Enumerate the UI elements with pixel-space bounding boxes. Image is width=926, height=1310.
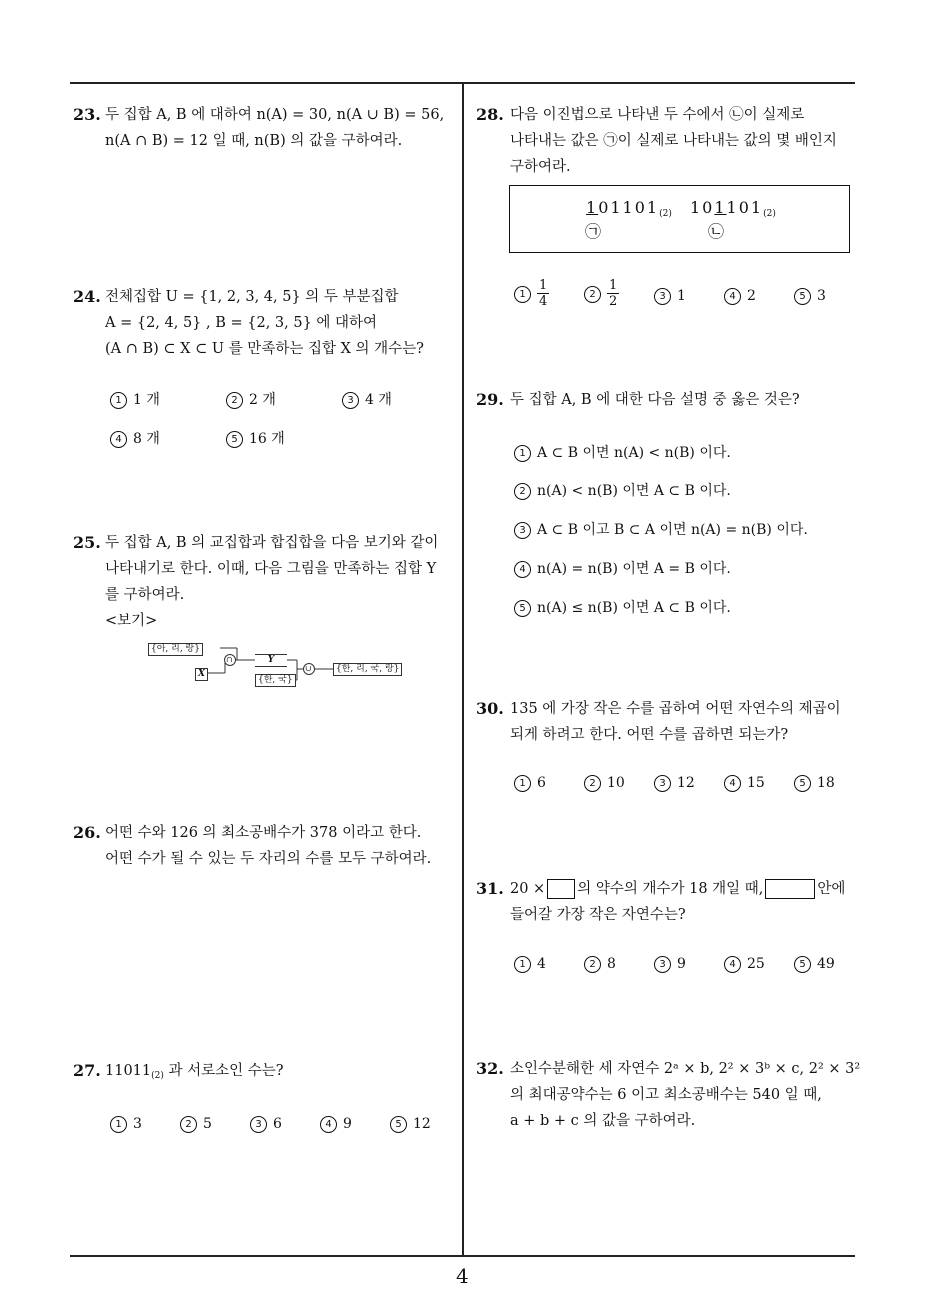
choice-text: 49 (817, 956, 835, 972)
choice-option[interactable] (514, 597, 731, 617)
choice-text: 8 (607, 956, 616, 972)
set-y-label: Y (255, 654, 287, 667)
choice-text: n(A) < n(B) 이면 A ⊂ B 이다. (537, 483, 731, 499)
binary-number-2 (690, 198, 776, 219)
circled-number-icon: 2 (226, 392, 243, 409)
page-number: 4 (456, 1264, 469, 1288)
choice-option[interactable] (342, 389, 392, 409)
choice-text: 12 (677, 775, 695, 791)
question-text: 다음 이진법으로 나타낸 두 수에서 ㉡이 실제로 (510, 107, 805, 123)
question-text: 소인수분해한 세 자연수 2ᵃ × b, 2² × 3ᵇ × c, 2² × 3² (510, 1061, 861, 1077)
intersection-icon: ∩ (226, 655, 233, 664)
choice-option[interactable] (584, 956, 616, 973)
question-29 (510, 387, 855, 413)
question-text: 되게 하려고 한다. 어떤 수를 곱하면 되는가? (510, 727, 789, 743)
answer-blank-box[interactable] (765, 879, 815, 899)
question-text: 135 에 가장 작은 수를 곱하여 어떤 자연수의 제곱이 (510, 701, 841, 717)
choice-text: 8 개 (133, 431, 160, 447)
question-text: 두 집합 A, B 에 대한 다음 설명 중 옳은 것은? (510, 392, 800, 408)
base-subscript: (2) (151, 1071, 164, 1081)
choice-text: A ⊂ B 이면 n(A) < n(B) 이다. (537, 445, 731, 461)
set-label: {한, 리, 국, 랑} (333, 663, 402, 676)
question-text: 어떤 수와 126 의 최소공배수가 378 이라고 한다. (105, 825, 422, 841)
question-text: 나타내기로 한다. 이때, 다음 그림을 만족하는 집합 Y (105, 561, 437, 577)
circled-number-icon: 1 (110, 1116, 127, 1133)
question-text: 구하여라. (510, 159, 571, 175)
example-label: <보기> (105, 613, 158, 629)
circled-number-icon: 4 (514, 561, 531, 578)
choice-text: 12 (413, 1116, 431, 1132)
choice-text: 1 개 (133, 392, 160, 408)
question-text: 들어갈 가장 작은 자연수는? (510, 907, 686, 923)
digits: 101 (726, 198, 764, 217)
choice-option[interactable] (514, 480, 731, 500)
circled-number-icon: 5 (514, 600, 531, 617)
choice-option[interactable] (514, 775, 546, 792)
question-text: A = {2, 4, 5} , B = {2, 3, 5} 에 대하여 (105, 315, 378, 331)
binary-number-1 (586, 198, 672, 219)
circled-number-icon: 1 (110, 392, 127, 409)
choice-option[interactable] (654, 775, 695, 792)
circled-number-icon: 2 (584, 286, 601, 303)
question-32 (510, 1056, 861, 1134)
question-31 (510, 876, 855, 928)
question-number: 28. (476, 105, 504, 124)
choice-option[interactable] (724, 775, 765, 792)
choice-text: 5 (203, 1116, 212, 1132)
circled-number-icon: 2 (584, 956, 601, 973)
circled-number-icon: 5 (794, 288, 811, 305)
choice-text: 3 (817, 288, 826, 304)
choice-text: 25 (747, 956, 765, 972)
choice-option[interactable] (514, 278, 549, 309)
fraction (607, 278, 619, 309)
question-text: (A ∩ B) ⊂ X ⊂ U 를 만족하는 집합 X 의 개수는? (105, 341, 424, 357)
question-24 (105, 284, 457, 362)
choice-option[interactable] (110, 428, 160, 448)
question-30 (510, 696, 855, 748)
choice-text: 3 (133, 1116, 142, 1132)
choice-option[interactable] (584, 775, 625, 792)
circled-number-icon: 2 (584, 775, 601, 792)
choice-text: 1 (677, 288, 686, 304)
union-icon: ∪ (305, 664, 312, 673)
question-number: 32. (476, 1059, 504, 1078)
question-text: a + b + c 의 값을 구하여라. (510, 1113, 696, 1129)
circled-number-icon: 4 (724, 288, 741, 305)
column-divider (462, 82, 464, 1257)
question-text: 어떤 수가 될 수 있는 두 자리의 수를 모두 구하여라. (105, 851, 432, 867)
choice-text: 2 (747, 288, 756, 304)
denominator: 2 (609, 294, 618, 309)
choice-option[interactable] (320, 1116, 352, 1133)
choice-text: 10 (607, 775, 625, 791)
set-operation-diagram (145, 640, 415, 685)
choice-text: n(A) = n(B) 이면 A = B 이다. (537, 561, 731, 577)
denominator: 4 (539, 294, 548, 309)
choice-text: 9 (677, 956, 686, 972)
question-28 (510, 102, 855, 180)
question-26 (105, 820, 457, 872)
choice-text: 4 개 (365, 392, 392, 408)
choice-option[interactable] (390, 1116, 431, 1133)
fraction (537, 278, 549, 309)
choice-text: n(A) ≤ n(B) 이면 A ⊂ B 이다. (537, 600, 731, 616)
choice-text: 6 (537, 775, 546, 791)
choice-text: 16 개 (249, 431, 285, 447)
binary-numbers-box (509, 185, 850, 253)
question-text: 11011 (105, 1063, 152, 1079)
choice-text: 18 (817, 775, 835, 791)
answer-blank-box[interactable] (547, 879, 575, 899)
question-text: 를 구하여라. (105, 587, 185, 603)
question-text: 의 약수의 개수가 18 개일 때, (577, 881, 764, 897)
question-number: 31. (476, 879, 504, 898)
digits: 10 (690, 198, 715, 217)
choice-option[interactable] (110, 1116, 142, 1133)
circled-number-icon: 1 (514, 956, 531, 973)
choice-text: 2 개 (249, 392, 276, 408)
question-text: 두 집합 A, B 의 교집합과 합집합을 다음 보기와 같이 (105, 535, 439, 551)
digits: 01101 (598, 198, 660, 217)
circled-number-icon: 3 (654, 956, 671, 973)
set-label: {아, 리, 랑} (148, 643, 203, 656)
circled-number-icon: 4 (110, 431, 127, 448)
circled-number-icon: 1 (514, 445, 531, 462)
circled-number-icon: 2 (180, 1116, 197, 1133)
circled-number-icon: 5 (794, 956, 811, 973)
base-subscript: (2) (763, 209, 776, 219)
bottom-rule (70, 1255, 855, 1257)
question-number: 24. (73, 287, 101, 306)
circled-number-icon: 4 (320, 1116, 337, 1133)
circled-number-icon: 2 (514, 483, 531, 500)
circled-number-icon: 3 (250, 1116, 267, 1133)
choice-option[interactable] (794, 956, 835, 973)
choice-option[interactable] (514, 519, 808, 539)
question-text: 전체집합 U = {1, 2, 3, 4, 5} 의 두 부분집합 (105, 289, 399, 305)
choice-option[interactable] (514, 558, 731, 578)
circled-number-icon: 1 (514, 286, 531, 303)
circled-number-icon: 4 (724, 956, 741, 973)
choice-text: A ⊂ B 이고 B ⊂ A 이면 n(A) = n(B) 이다. (537, 522, 808, 538)
choice-option[interactable] (794, 288, 826, 305)
choice-option[interactable] (180, 1116, 212, 1133)
underlined-digit: 1 (586, 198, 599, 217)
choice-option[interactable] (514, 956, 546, 973)
question-text: 의 최대공약수는 6 이고 최소공배수는 540 일 때, (510, 1087, 822, 1103)
circled-number-icon: 1 (514, 775, 531, 792)
question-23 (105, 102, 457, 154)
question-text: 20 × (510, 881, 546, 897)
choice-option[interactable] (794, 775, 835, 792)
choice-option[interactable] (724, 288, 756, 305)
marker-label: ㉠ (585, 222, 602, 241)
numerator: 1 (539, 278, 548, 293)
question-27 (105, 1058, 457, 1089)
question-number: 30. (476, 699, 504, 718)
circled-number-icon: 3 (342, 392, 359, 409)
circled-number-icon: 5 (794, 775, 811, 792)
question-number: 27. (73, 1061, 101, 1080)
question-text: 나타내는 값은 ㉠이 실제로 나타내는 값의 몇 배인지 (510, 133, 837, 149)
circled-number-icon: 3 (654, 288, 671, 305)
set-x-label: X (195, 668, 208, 681)
question-number: 26. (73, 823, 101, 842)
choice-text: 6 (273, 1116, 282, 1132)
question-text: 안에 (817, 881, 846, 897)
question-text: 과 서로소인 수는? (163, 1063, 284, 1079)
question-25 (105, 530, 457, 634)
choice-text: 15 (747, 775, 765, 791)
circled-number-icon: 5 (390, 1116, 407, 1133)
choice-option[interactable] (584, 278, 619, 309)
choice-text: 9 (343, 1116, 352, 1132)
circled-number-icon: 3 (514, 522, 531, 539)
question-number: 29. (476, 390, 504, 409)
choice-option[interactable] (724, 956, 765, 973)
choice-option[interactable] (110, 389, 160, 409)
circled-number-icon: 3 (654, 775, 671, 792)
set-label: {한, 국} (255, 674, 296, 687)
choice-option[interactable] (654, 288, 686, 305)
choice-option[interactable] (514, 442, 731, 462)
question-text: 두 집합 A, B 에 대하여 n(A) = 30, n(A ∪ B) = 56, (105, 107, 445, 123)
choice-option[interactable] (226, 389, 276, 409)
circled-number-icon: 4 (724, 775, 741, 792)
question-number: 23. (73, 105, 101, 124)
base-subscript: (2) (659, 209, 672, 219)
marker-label: ㉡ (708, 222, 725, 241)
underlined-digit: 1 (714, 198, 727, 217)
choice-option[interactable] (226, 428, 285, 448)
question-text: n(A ∩ B) = 12 일 때, n(B) 의 값을 구하여라. (105, 133, 403, 149)
question-number: 25. (73, 533, 101, 552)
choice-option[interactable] (250, 1116, 282, 1133)
choice-option[interactable] (654, 956, 686, 973)
numerator: 1 (609, 278, 618, 293)
circled-number-icon: 5 (226, 431, 243, 448)
choice-text: 4 (537, 956, 546, 972)
